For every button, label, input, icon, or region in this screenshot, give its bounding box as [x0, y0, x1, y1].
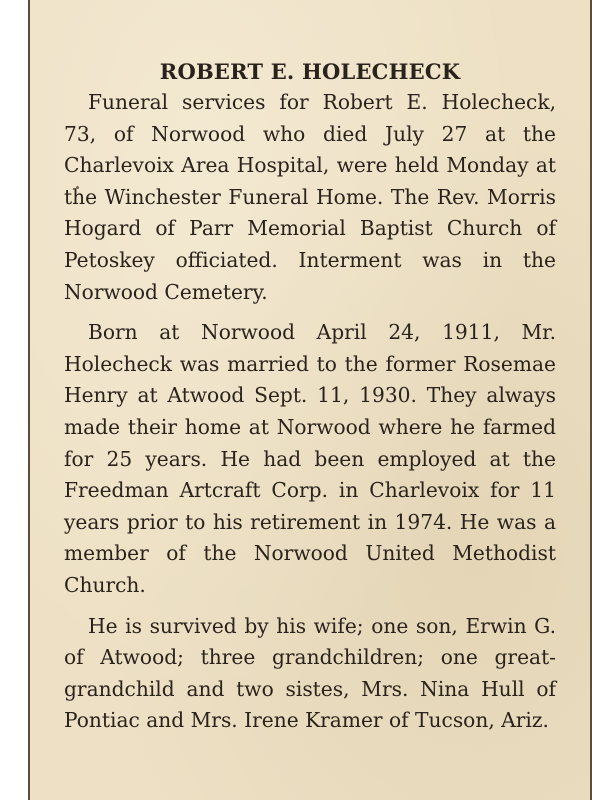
- paragraph-biography: Born at Norwood April 24, 1911, Mr. Holecheck was married to the former Rosemae Henry at Atwood Sept. 11, 1930. They always made their home at Norwood where he farmed for 25 years. He had been employed at the Freedman Artcraft Corp. in Charlevoix for 11 years prior to his retirement in 1974. He was a member of the Norwood United Methodist Church.: [64, 320, 556, 597]
- paragraph-survivors: He is survived by his wife; one son, Erwin G. of Atwood; three grandchildren; one great-grandchild and two sistes, Mrs. Nina Hull of Pontiac and Mrs. Irene Kramer of Tucson, Ariz.: [64, 613, 556, 733]
- obituary-article: [64, 56, 556, 737]
- obituary-title: ROBERT E. HOLECHECK: [159, 59, 461, 84]
- paragraph-funeral: Funeral services for Robert E. Holecheck, 73, of Norwood who died July 27 at the Charlevoix Area Hospital, were held Monday at the Winchester Funeral Home. The Rev. Morris Hogard of Parr Memorial Baptist Church of Petoskey officiated. Interment was in the Norwood Cemetery.: [64, 90, 556, 304]
- newspaper-clipping: [28, 0, 592, 800]
